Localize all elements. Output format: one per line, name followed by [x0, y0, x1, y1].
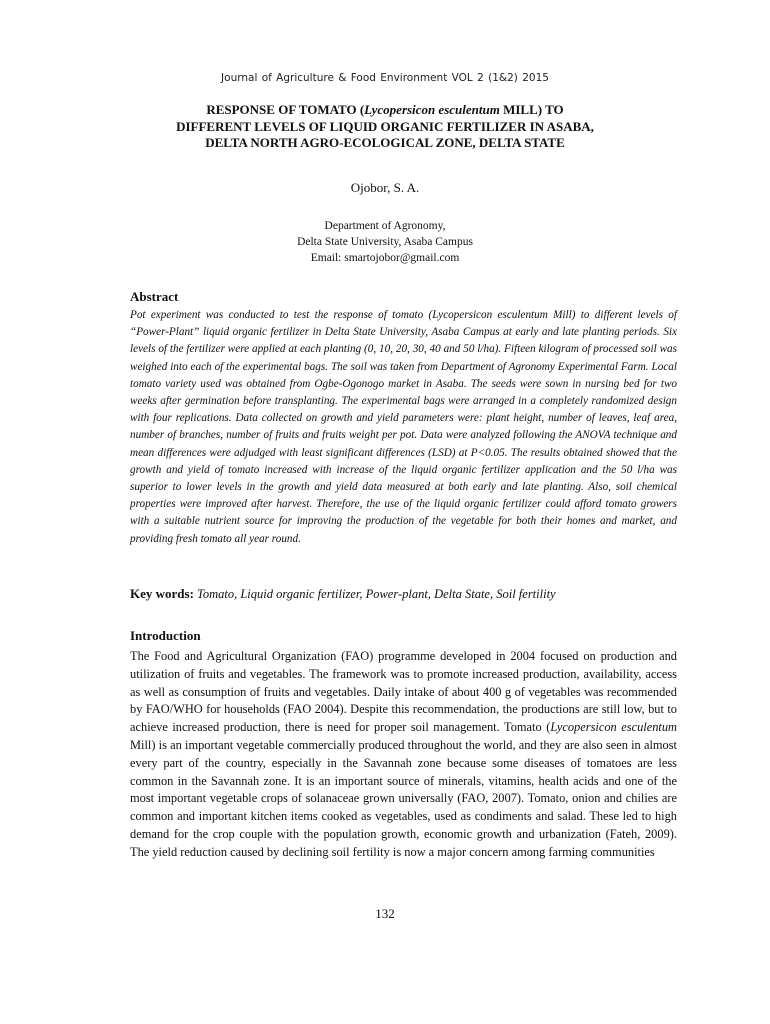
- article-title: [175, 102, 595, 152]
- author-affiliation: [0, 218, 770, 266]
- affiliation-department: Department of Agronomy,: [324, 220, 446, 232]
- title-species: Lycopersicon esculentum: [364, 102, 500, 117]
- introduction-species: Lycopersicon esculentum: [550, 720, 678, 735]
- keywords: [130, 586, 690, 602]
- introduction-text: [130, 648, 677, 862]
- journal-header: Journal of Agriculture & Food Environment VOL 2 (1&2) 2015: [221, 72, 549, 84]
- keywords-text: Tomato, Liquid organic fertilizer, Power-plant, Delta State, Soil fertility: [193, 587, 556, 601]
- affiliation-university: Delta State University, Asaba Campus: [297, 236, 473, 248]
- abstract-text: Pot experiment was conducted to test the response of tomato (Lycopersicon esculentum Mill) to different levels of “Power-Plant” liquid organic fertilizer in Delta State University, Asaba Campus at early and late planting periods. Six levels of the fertilizer were applied at each planting (0, 10, 20, 30, 40 and 50 l/ha). Fifteen kilogram of processed soil was weighed into each of the experimental bags. The soil was taken from Department of Agronomy Experimental Farm. Local tomato variety used was obtained from Ogbe-Ogonogo market in Asaba. The seeds were sown in nursing bed for two weeks after germination before transplanting. The experimental bags were arranged in a completely randomized design with four replications. Data collected on growth and yield parameters were: plant height, number of leaves, leaf area, number of branches, number of fruits and fruits weight per pot. Data were analyzed following the ANOVA technique and mean differences were adjudged with least significant differences (LSD) at P<0.05. The results obtained showed that the growth and yield of tomato increased with increase of the liquid organic fertilizer application and the 50 l/ha was superior to lower levels in the growth and yield data measured at both early and late planting. Also, soil chemical properties were improved after harvest. Therefore, the use of the liquid organic fertilizer could afford tomato growers with a suitable nutrient source for improving the production of the vegetable for both their homes and market, and providing fresh tomato all year round.: [130, 309, 677, 545]
- title-text-2: MILL) TO DIFFERENT LEVELS OF LIQUID ORGANIC FERTILIZER IN ASABA, DELTA NORTH AGRO-ECOLOGICAL ZONE, DELTA STATE: [176, 102, 594, 150]
- abstract-heading: Abstract: [130, 289, 179, 304]
- introduction-text-2: Mill) is an important vegetable commercially produced throughout the world, and they are also seen in almost every part of the country, especially in the Savannah zone because some diseases of tomatoes are less common in the Savannah zone. It is an important source of minerals, vitamins, health acids and one of the most important vegetable crops of solanaceae grown universally (FAO, 2007). Tomato, onion and chilies are common and important kitchen items cooked as vegetables, used as condiments and salad. These led to high demand for the crop couple with the population growth, economic growth and urbanization (Fateh, 2009). The yield reduction caused by declining soil fertility is now a major concern among farming communities: [130, 737, 677, 859]
- page-number: 132: [375, 906, 395, 921]
- keywords-label: Key words:: [130, 586, 194, 601]
- introduction-text-1: The Food and Agricultural Organization (FAO) programme developed in 2004 focused on production and utilization of fruits and vegetables. The framework was to promote increased production, availability, access as well as consumption of fruits and vegetables. Daily intake of about 400 g of vegetables was recommended by FAO/WHO for households (FAO 2004). Despite this recommendation, the productions are still low, but to achieve increased production, there is need for proper soil management. Tomato (: [130, 649, 677, 735]
- author-name: Ojobor, S. A.: [350, 180, 420, 195]
- title-text-1: RESPONSE OF TOMATO (: [206, 102, 365, 117]
- introduction-heading: Introduction: [130, 628, 201, 643]
- affiliation-email: Email: smartojobor@gmail.com: [310, 252, 460, 264]
